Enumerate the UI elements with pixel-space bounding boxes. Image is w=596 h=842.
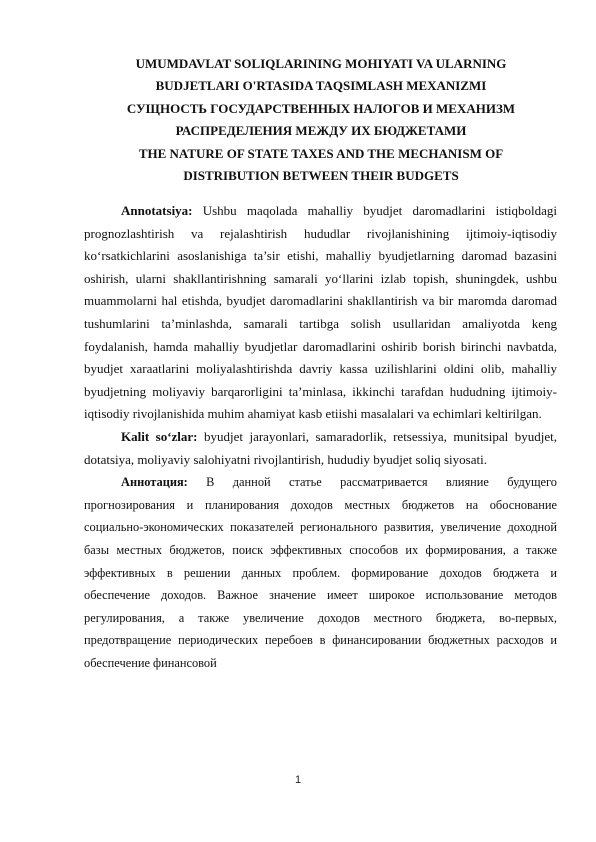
article-body — [84, 200, 557, 674]
title-english-line-1: THE NATURE OF STATE TAXES AND THE MECHANISM OF — [138, 145, 504, 161]
annotation-russian-label: Аннотация: — [121, 475, 188, 490]
annotation-uzbek-text: Ushbu maqolada mahalliy byudjet daromadlarini istiqboldagi prognozlashtirish va rejalashtirish hududlar rivojlanishining ijtimoiy-iqtisodiy ko‘rsatkichlarini asoslanishiga ta’sir etishi, mahalliy byudjetlarning daromad bazasini oshirish, ularni shakllantirishning samarali yo‘llarini izlab topish, shuningdek, ushbu muammolarni hal etishda, byudjet daromadlarini shakllantirish va bir maromda daromad tushumlarini ta’minlashda, samarali tartibga solish usullaridan amaliyotda keng foydalanish, hamda mahalliy byudjetlar daromadlarini oshirib borish birinchi navbatda, byudjet xaraatlarini moliyalashtirishda davriy kassa uzilishlarini oldini olib, mahalliy byudjetning moliyaviy barqarorligini ta’minlasa, ikkinchi tarafdan hududning ijtimoiy-iqtisodiy rivojlanishida muhim ahamiyat kasb etiishi masalalari va echimlari keltirilgan. — [84, 203, 557, 422]
title-english-line-2: DISTRIBUTION BETWEEN THEIR BUDGETS — [183, 168, 459, 184]
keywords-uzbek — [84, 426, 557, 471]
annotation-uzbek-label: Annotatsiya: — [121, 203, 193, 218]
article-titles — [84, 53, 558, 187]
keywords-uzbek-text: byudjet jarayonlari, samaradorlik, retsessiya, munitsipal byudjet, dotatsiya, moliyaviy salohiyatni rivojlantirish, hududiy byudjet soliq siyosati. — [84, 428, 557, 467]
title-russian-line-2: РАСПРЕДЕЛЕНИЯ МЕЖДУ ИХ БЮДЖЕТАМИ — [175, 123, 467, 139]
annotation-russian — [84, 471, 557, 674]
keywords-uzbek-label: Kalit so‘zlar: — [121, 428, 198, 444]
title-russian-line-1: СУЩНОСТЬ ГОСУДАРСТВЕННЫХ НАЛОГОВ И МЕХАНИЗМ — [126, 100, 516, 116]
annotation-uzbek — [84, 200, 557, 426]
annotation-russian-text: В данной статье рассматривается влияние будущего прогнозирования и планирования доходов местных бюджетов на обоснование социально-экономических показателей регионального развития, увеличение доходной базы местных бюджетов, поиск эффективных способов их формирования, а также эффективных в решении данных проблем. формирование доходов бюджета и обеспечение доходов. Важное значение имеет широкое использование методов регулирования, а также увеличение доходов местного бюджета, во-первых, предотвращение периодических перебоев в финансировании бюджетных расходов и обеспечение финансовой — [84, 475, 557, 670]
title-uzbek-line-2: BUDJETLARI O'RTASIDA TAQSIMLASH MEXANIZMI — [155, 78, 487, 94]
title-uzbek-line-1: UMUMDAVLAT SOLIQLARINING MOHIYATI VA ULARNING — [135, 56, 507, 71]
page-number: 1 — [294, 774, 302, 786]
